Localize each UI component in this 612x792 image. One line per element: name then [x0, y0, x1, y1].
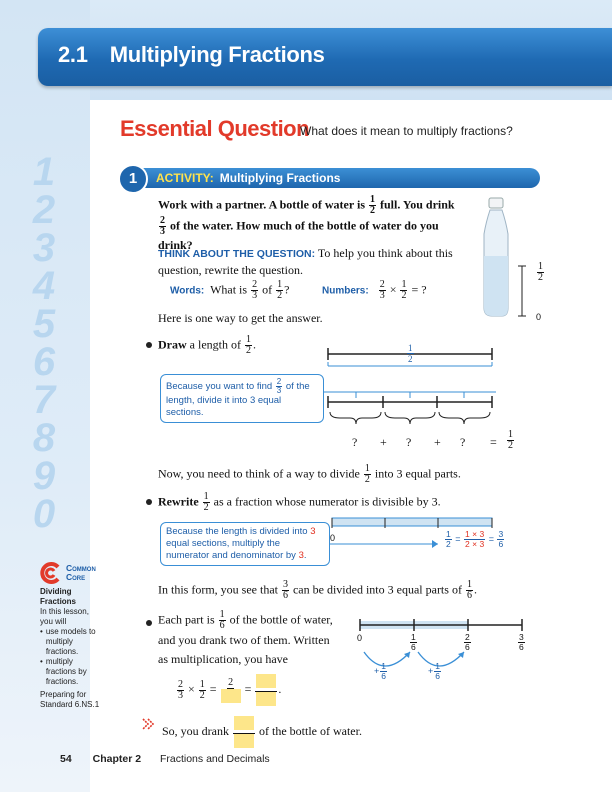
- frac-num: 1: [203, 491, 209, 502]
- cc-brand: Core: [66, 572, 86, 582]
- draw-bold: Draw: [158, 337, 187, 352]
- frac-num: 2: [252, 279, 258, 290]
- frac-num: 2: [160, 215, 165, 226]
- margin-digit: 0: [32, 492, 56, 536]
- nl-label-2: [463, 633, 472, 652]
- frac-num: 3: [519, 632, 524, 642]
- essential-question-text: What does it mean to multiply fractions?: [300, 124, 513, 138]
- intro-text: Work with a partner. A bottle of water is: [158, 197, 365, 212]
- rewrite-step: [158, 492, 441, 513]
- callout-text: Because the length is divided into: [166, 526, 308, 537]
- frac-den: 3: [178, 689, 183, 701]
- frac-num: 2: [228, 676, 234, 688]
- bottle-cap: [489, 198, 503, 208]
- common-core-logo-icon: [40, 562, 62, 584]
- frac-den: 2: [446, 539, 451, 549]
- callout-multiply: [160, 522, 330, 566]
- margin-digit: 7: [32, 378, 56, 422]
- sum-q: ?: [460, 435, 466, 449]
- conclusion-text: of the bottle of water.: [259, 723, 362, 738]
- callout-divide: [160, 374, 324, 423]
- one-way-text: Here is one way to get the answer.: [158, 311, 323, 325]
- plus: +: [428, 665, 434, 676]
- times-sign: ×: [188, 681, 195, 696]
- each-part-text: and you drank two of them. Written: [158, 633, 330, 647]
- equals-sign: =: [244, 681, 252, 696]
- frac-num: 1: [408, 343, 413, 353]
- cc-item: • multiply fractions by fractions.: [40, 657, 87, 686]
- frac-num: 1: [446, 529, 451, 539]
- margin-digit: 3: [32, 226, 56, 270]
- callout-text: equal sections, multiply the numerator: [166, 538, 281, 561]
- nl-label-1: [409, 633, 418, 652]
- words-text: of: [262, 282, 273, 297]
- sum-eq: =: [490, 435, 497, 449]
- brace: [439, 412, 490, 424]
- frac-den: 2: [277, 290, 283, 301]
- frac-num: 2: [276, 377, 282, 386]
- frac-num: 1: [370, 194, 375, 205]
- frac-num: 1: [364, 463, 370, 474]
- rewrite-bold: Rewrite: [158, 494, 199, 509]
- frac-den: 3: [160, 226, 165, 237]
- frac-den: 2: [508, 440, 513, 451]
- each-part-text: of the bottle of water,: [229, 612, 333, 627]
- think-text: question, rewrite the question.: [158, 263, 303, 277]
- frac-den: 2: [401, 290, 407, 301]
- frac-den: 6: [219, 620, 225, 631]
- page-number: 54: [60, 753, 72, 765]
- words-row: [170, 280, 289, 301]
- bullet: [146, 342, 152, 348]
- frac-num: 2: [465, 632, 470, 642]
- frac-den: 6: [498, 539, 504, 549]
- nl-zero: 0: [357, 633, 363, 643]
- bullet: [146, 620, 152, 626]
- frac-num: 3: [282, 579, 288, 590]
- answer-box[interactable]: [256, 692, 276, 706]
- numbers-label: Numbers:: [322, 285, 369, 297]
- margin-digit: 1: [32, 150, 56, 194]
- brace: [330, 412, 381, 424]
- page-footer: [60, 753, 270, 765]
- frac-den: 6: [435, 671, 440, 681]
- chapter-label: Chapter 2: [92, 753, 142, 765]
- rewrite-text: as a fraction whose numerator is divisible by 3.: [213, 494, 441, 509]
- cc-prep: Preparing for Standard 6.NS.1: [40, 690, 100, 709]
- answer-box[interactable]: [234, 716, 254, 730]
- bottle-scale-top: [536, 262, 545, 283]
- multiplication-equation: $\frac{2}{3}$ × $\frac{1}{2}$ = 2 = .: [176, 674, 281, 706]
- frac-den: 6: [411, 642, 416, 652]
- section-title: [58, 42, 325, 68]
- margin-digit: 4: [32, 264, 56, 308]
- answer-box[interactable]: [221, 689, 241, 703]
- in-form-text: [158, 580, 477, 601]
- jump-label-2: [428, 662, 442, 681]
- margin-digit: 8: [32, 416, 56, 460]
- now-text-b: into 3 equal parts.: [374, 466, 461, 481]
- activity-title: [156, 171, 340, 185]
- frac-num: 2: [379, 279, 385, 290]
- callout-text: and denominator by: [211, 550, 296, 561]
- chapter-title: Fractions and Decimals: [159, 753, 270, 765]
- frac-num: 1: [246, 334, 251, 345]
- sum-q: ?: [352, 435, 358, 449]
- think-about: [158, 245, 468, 278]
- frac-den: 2: [408, 354, 413, 364]
- callout-red: 3: [298, 550, 304, 561]
- frac-num: 1: [277, 279, 283, 290]
- conclusion-text: So, you drank: [162, 723, 229, 738]
- cc-brand: Common: [66, 563, 96, 573]
- activity-label: ACTIVITY:: [156, 171, 214, 185]
- frac-num: 1: [401, 279, 407, 290]
- length-label: [406, 343, 415, 364]
- frac-num: 1: [199, 678, 205, 690]
- frac-den: 2: [538, 272, 543, 283]
- frac-den: 6: [465, 642, 470, 652]
- water-bottle-illustration: [478, 196, 548, 324]
- in-form-a: In this form, you see that: [158, 582, 278, 597]
- frac-den: 3: [252, 290, 258, 301]
- draw-text: a length of: [189, 337, 241, 352]
- bottle-scale-bottom: 0: [536, 312, 542, 322]
- equals-sign: =: [209, 681, 217, 696]
- numbers-eq: = ?: [411, 282, 427, 297]
- think-text: To help you think about this: [317, 246, 453, 260]
- arrow-head: [432, 540, 438, 548]
- rewrite-equation: [444, 530, 505, 549]
- section-number: 2.1: [58, 42, 88, 67]
- frac-den: 6: [519, 642, 524, 652]
- margin-digits: [14, 150, 74, 536]
- callout-text: of the: [285, 381, 310, 393]
- section-title-text: Multiplying Fractions: [109, 42, 325, 67]
- each-part-text: Each part is: [158, 612, 215, 627]
- bullet: [146, 499, 152, 505]
- callout-text: .: [303, 550, 307, 561]
- frac-den: 2: [370, 205, 375, 216]
- words-text: What is: [210, 282, 248, 297]
- words-text: ?: [284, 282, 290, 297]
- frac-den: 3: [276, 386, 282, 395]
- frac-den: 3: [379, 290, 385, 301]
- bottle-water: [484, 256, 508, 316]
- words-label: Words:: [170, 285, 205, 297]
- margin-digit: 9: [32, 454, 56, 498]
- highlight-bar: [332, 518, 492, 526]
- frac-num: 1: [381, 661, 386, 671]
- draw-step: Draw a length of $\frac{1}{2}$ .: [158, 334, 256, 356]
- margin-digit: 5: [32, 302, 56, 346]
- times-sign: ×: [389, 282, 397, 297]
- essential-question-label: Essential Question: [120, 116, 310, 141]
- equals-sign: =: [488, 533, 494, 544]
- frac-num: 1: [435, 661, 440, 671]
- each-part-step: [158, 610, 338, 669]
- sum-q: ?: [406, 435, 412, 449]
- frac-den: 2: [246, 345, 251, 356]
- rewrite-zero: 0: [330, 533, 336, 543]
- callout-red: 3: [310, 526, 316, 537]
- common-core-panel: [40, 562, 104, 710]
- nl-label-3: [517, 633, 526, 652]
- frac-num: 1: [508, 429, 513, 440]
- frac-den: 6: [466, 590, 472, 601]
- frac-num: 1: [411, 632, 416, 642]
- answer-box[interactable]: [234, 734, 254, 748]
- frac-den: 6: [381, 671, 386, 681]
- callout-text: Because you want to find: [166, 381, 273, 393]
- sum-plus: +: [380, 435, 387, 449]
- intro-text: of the water. How much of the bottle of water do you drink?: [158, 218, 439, 252]
- each-part-text: as multiplication, you have: [158, 652, 288, 666]
- frac-num: 1: [538, 261, 543, 272]
- cc-topic: Dividing Fractions: [40, 587, 77, 606]
- common-core-header: [40, 562, 104, 584]
- margin-digit: 6: [32, 340, 56, 384]
- frac-den: 2: [199, 689, 205, 701]
- frac-den: 6: [282, 590, 288, 601]
- frac-num: 1 × 3: [465, 529, 485, 539]
- frac-den: 2: [364, 474, 370, 485]
- frac-den: 2 × 3: [465, 539, 485, 549]
- callout-text: length, divide it into 3 equal sections.: [166, 395, 282, 418]
- numbers-row: [322, 280, 427, 301]
- think-label: THINK ABOUT THE QUESTION:: [158, 248, 316, 260]
- margin-digit: 2: [32, 188, 56, 232]
- in-form-b: can be divided into 3 equal parts of: [292, 582, 462, 597]
- frac-num: 1: [466, 579, 472, 590]
- arrow-marker-icon: [142, 718, 156, 730]
- frac-num: 2: [178, 678, 183, 690]
- plus: +: [374, 665, 380, 676]
- answer-box[interactable]: [256, 674, 276, 688]
- equals-sign: =: [455, 533, 461, 544]
- now-text: [158, 464, 461, 485]
- frac-den: 2: [203, 502, 209, 513]
- callout-arrows: [356, 392, 464, 398]
- now-text-a: Now, you need to think of a way to divide: [158, 466, 360, 481]
- sum-plus: +: [434, 435, 441, 449]
- cc-item: • use models to multiply fractions.: [40, 627, 96, 656]
- cc-lead: In this lesson, you will: [40, 607, 89, 626]
- frac-num: 1: [219, 609, 225, 620]
- intro-text: full. You drink: [380, 197, 455, 212]
- activity-title-text: Multiplying Fractions: [219, 171, 341, 185]
- activity-number: 1: [118, 164, 148, 194]
- jump-label-1: [374, 662, 388, 681]
- brace: [385, 412, 435, 424]
- in-form-c: .: [473, 582, 477, 597]
- frac-num: 3: [498, 529, 504, 539]
- conclusion: [162, 716, 362, 748]
